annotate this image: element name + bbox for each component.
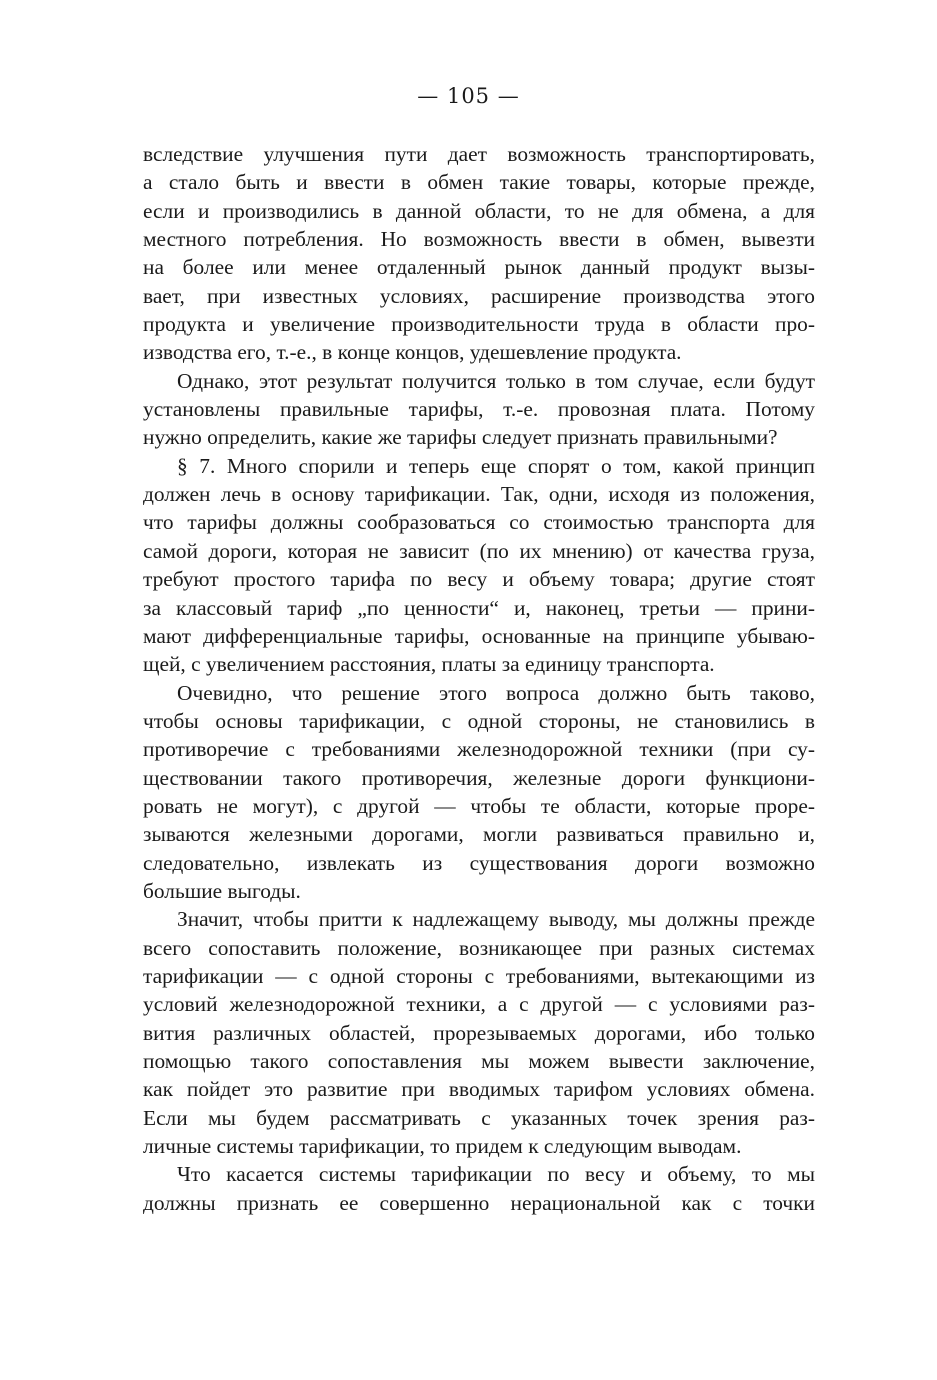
paragraph [143,140,815,367]
page-number: — 105 — [417,84,520,108]
text-line: Однако, этот результат получится только в том случае, если будут [177,368,815,393]
text-line: на более или менее отдаленный рынок данный продукт вызы- [143,255,815,280]
paragraph [143,1160,815,1217]
text-line: вития различных областей, прорезываемых дорогами, ибо только [143,1020,815,1045]
text-line: помощью такого сопоставления мы можем вывести заключение, [143,1049,815,1073]
text-line: противоречие с требованиями железнодорожной техники (при су- [143,737,815,762]
text-line: Что касается системы тарификации по весу и объему, то мы [177,1162,815,1187]
body-text [143,140,815,1217]
paragraph [143,679,815,906]
text-line: местного потребления. Но возможность ввести в обмен, вывезти [143,227,815,252]
text-line: за классовый тариф „по ценности“ и, наконец, третьи — прини- [143,595,815,620]
text-line: должны признать ее совершенно нерациональной как с точки [143,1190,815,1215]
text-line: нужно определить, какие же тарифы следует признать правильными? [143,425,778,450]
text-line: чтобы основы тарификации, с одной стороны, не становились в [143,708,815,733]
text-line: Если мы будем рассматривать с указанных точек зрения раз- [143,1105,815,1130]
text-line: ществовании такого противоречия, железные дороги функциони- [143,765,815,790]
text-line: как пойдет это развитие при вводимых тарифом условиях обмена. [143,1077,815,1102]
text-line: установлены правильные тарифы, т.-е. провозная плата. Потому [143,397,815,422]
text-line: мают дифференциальные тарифы, основанные на принципе убываю- [143,623,815,648]
text-line: § 7. Много спорили и теперь еще спорят о том, какой принцип [177,453,815,478]
paragraph [143,367,815,452]
text-line: а стало быть и ввести в обмен такие товары, которые прежде, [143,170,815,195]
text-line: большие выгоды. [143,878,301,903]
text-line: всего сопоставить положение, возникающее при разных системах [143,935,815,960]
text-line: следовательно, извлекать из существования дороги возможно [143,850,815,875]
text-line: изводства его, т.-е., в конце концов, удешевление продукта. [143,340,682,365]
text-line: Значит, чтобы притти к надлежащему выводу, мы должны прежде [177,907,815,932]
paragraph [143,452,815,679]
text-line: Очевидно, что решение этого вопроса должно быть таково, [177,680,815,705]
text-line: самой дороги, которая не зависит (по их мнению) от качества груза, [143,538,815,563]
text-line: продукта и увеличение производительности труда в области про- [143,312,815,337]
text-line: зываются железными дорогами, могли развиваться правильно и, [143,822,815,847]
text-line: вследствие улучшения пути дает возможность транспортировать, [143,142,815,166]
paragraph [143,905,815,1160]
text-line: личные системы тарификации, то придем к следующим выводам. [143,1134,742,1159]
text-line: ровать не могут), с другой — чтобы те области, которые проре- [143,793,815,818]
text-line: должен лечь в основу тарификации. Так, одни, исходя из положения, [143,482,815,507]
text-line: условий железнодорожной техники, а с другой — с условиями раз- [143,992,815,1017]
text-line: тарификации — с одной стороны с требованиями, вытекающими из [143,963,815,988]
text-line: вает, при известных условиях, расширение производства этого [143,283,815,308]
text-line: если и производились в данной области, то не для обмена, а для [143,198,815,223]
text-line: требуют простого тарифа по весу и объему товара; другие стоят [143,567,815,592]
text-line: что тарифы должны сообразоваться со стоимостью транспорта для [143,510,815,535]
text-line: щей, с увеличением расстояния, платы за единицу транспорта. [143,652,715,677]
